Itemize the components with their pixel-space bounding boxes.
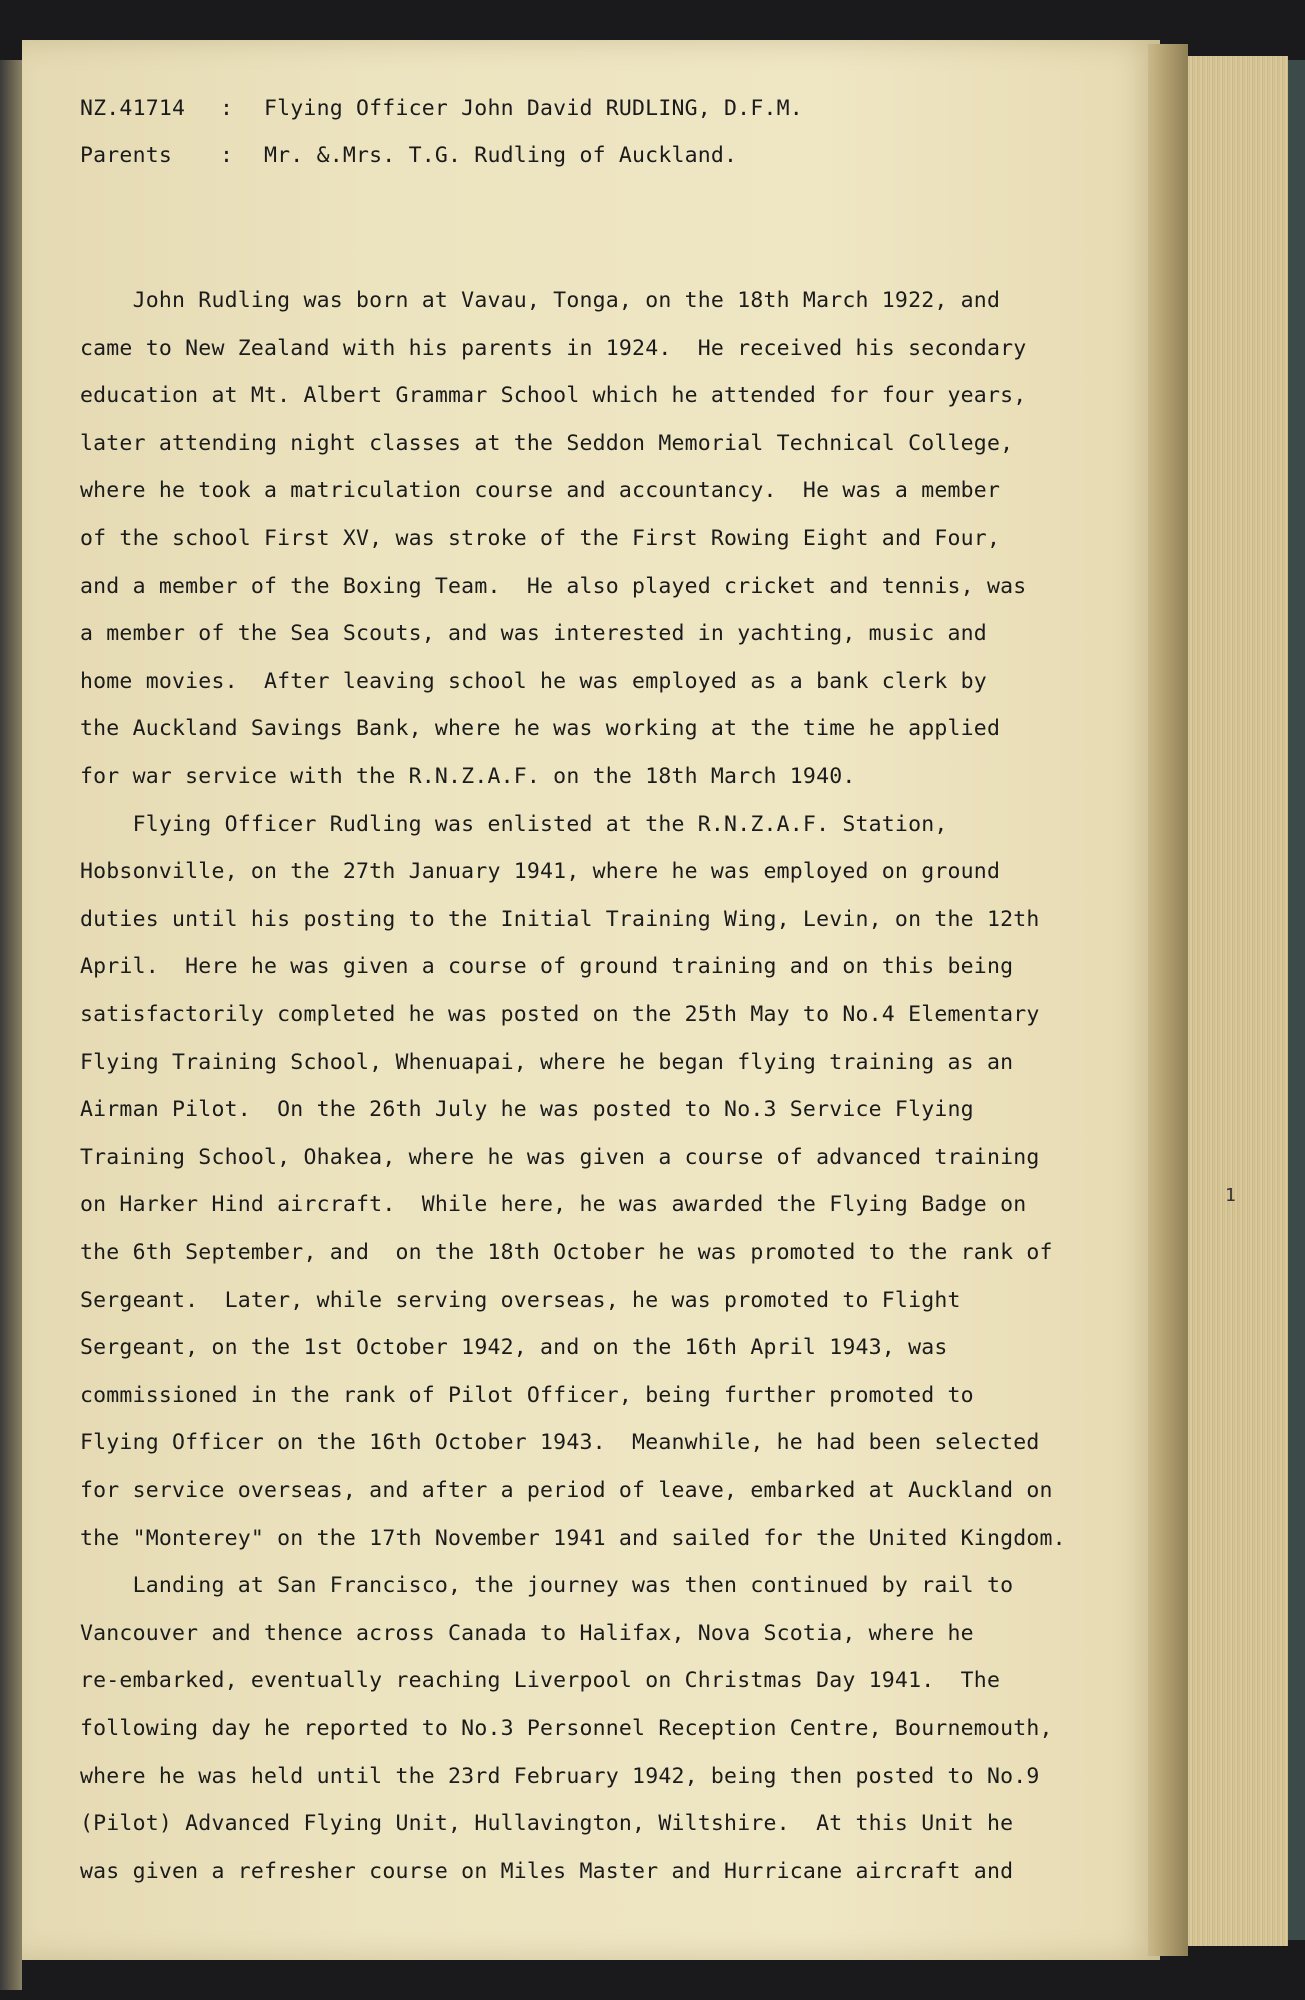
text-line: duties until his posting to the Initial Training Wing, Levin, on the 12th (80, 906, 1040, 932)
text-line: the "Monterey" on the 17th November 1941 and sailed for the United Kingdom. (80, 1525, 1066, 1551)
text-line: Flying Officer on the 16th October 1943. Meanwhile, he had been selected (80, 1430, 1040, 1456)
text-line: following day he reported to No.3 Personnel Reception Centre, Bournemouth, (80, 1716, 1053, 1741)
text-line: came to New Zealand with his parents in 1924. He received his secondary (80, 335, 1027, 361)
text-line: Vancouver and thence across Canada to Halifax, Nova Scotia, where he (80, 1620, 974, 1646)
service-number: NZ.41714 (80, 96, 186, 121)
text-line: April. Here he was given a course of ground training and on this being (80, 954, 1014, 980)
page-stack-edge (1188, 56, 1288, 1946)
officer-name: Flying Officer John David RUDLING, D.F.M. (264, 96, 803, 121)
text-line: Hobsonville, on the 27th January 1941, where he was employed on ground (80, 859, 1001, 885)
text-line: re-embarked, eventually reaching Liverpool on Christmas Day 1941. The (80, 1668, 1001, 1694)
parents-line: Parents : Mr. &.Mrs. T.G. Rudling of Auckland. (80, 143, 738, 168)
parents-label: Parents (80, 143, 173, 168)
book-cover-edge (1288, 60, 1305, 1940)
text-line: Sergeant, on the 1st October 1942, and on the 16th April 1943, was (80, 1335, 948, 1361)
text-line: Flying Training School, Whenuapai, where he began flying training as an (80, 1049, 1014, 1075)
text-line: where he took a matriculation course and accountancy. He was a member (80, 478, 1001, 504)
text-line: where he was held until the 23rd February 1942, being then posted to No.9 (80, 1763, 1040, 1789)
text-line: on Harker Hind aircraft. While here, he was awarded the Flying Badge on (80, 1192, 1027, 1218)
text-line: (Pilot) Advanced Flying Unit, Hullavington, Wiltshire. At this Unit he (80, 1811, 1014, 1837)
text-line: education at Mt. Albert Grammar School which he attended for four years, (80, 383, 1027, 409)
text-line: commissioned in the rank of Pilot Officer, being further promoted to (80, 1382, 974, 1408)
binding-gutter (1148, 44, 1188, 1956)
text-line: of the school First XV, was stroke of the First Rowing Eight and Four, (80, 526, 1001, 551)
text-line: Airman Pilot. On the 26th July he was posted to No.3 Service Flying (80, 1097, 974, 1123)
text-line: a member of the Sea Scouts, and was interested in yachting, music and (80, 621, 987, 647)
text-line: John Rudling was born at Vavau, Tonga, on the 18th March 1922, and (80, 288, 1001, 313)
text-line: Sergeant. Later, while serving overseas, he was promoted to Flight (80, 1287, 961, 1313)
text-line: Flying Officer Rudling was enlisted at the R.N.Z.A.F. Station, (80, 811, 948, 837)
document-page (22, 40, 1160, 1960)
text-line: for service overseas, and after a period of leave, embarked at Auckland on (80, 1478, 1053, 1503)
text-line: satisfactorily completed he was posted on the 25th May to No.4 Elementary (80, 1002, 1040, 1027)
text-line: Training School, Ohakea, where he was given a course of advanced training (80, 1144, 1040, 1170)
margin-mark: 1 (1225, 1185, 1236, 1206)
text-line: the Auckland Savings Bank, where he was working at the time he applied (80, 716, 1001, 742)
text-line: and a member of the Boxing Team. He also played cricket and tennis, was (80, 573, 1027, 599)
text-line: home movies. After leaving school he was employed as a bank clerk by (80, 668, 987, 694)
text-line: Landing at San Francisco, the journey was then continued by rail to (80, 1573, 1014, 1599)
text-line: the 6th September, and on the 18th October he was promoted to the rank of (80, 1240, 1053, 1265)
parents-names: Mr. &.Mrs. T.G. Rudling of Auckland. (264, 143, 738, 168)
service-number-line: NZ.41714 : Flying Officer John David RUDLING, D.F.M. (80, 96, 803, 121)
text-line: later attending night classes at the Seddon Memorial Technical College, (80, 430, 1014, 456)
text-line: for war service with the R.N.Z.A.F. on the 18th March 1940. (80, 764, 856, 789)
text-line: was given a refresher course on Miles Master and Hurricane aircraft and (80, 1858, 1014, 1884)
left-page-edge (0, 60, 22, 1990)
